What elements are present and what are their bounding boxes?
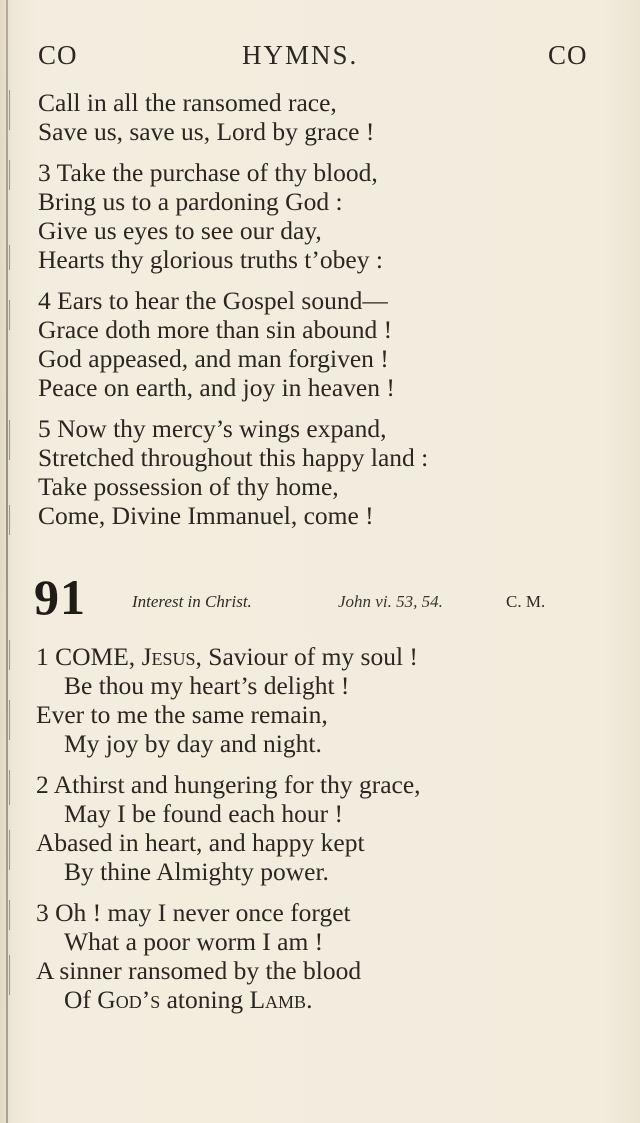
verse-line: 3 Take the purchase of thy blood,: [38, 158, 378, 187]
verse-line: A sinner ransomed by the blood: [36, 956, 362, 985]
verse-line: Stretched throughout this happy land :: [38, 443, 429, 472]
header-right-catchword: CO: [548, 40, 588, 70]
verse-line: 5 Now thy mercy’s wings expand,: [38, 414, 387, 443]
verse-number-text: 1 COME,: [36, 642, 142, 671]
verse-line: What a poor worm I am !: [64, 927, 324, 956]
verse-text: Of: [64, 985, 98, 1014]
verse-line: 2 Athirst and hungering for thy grace,: [36, 770, 421, 799]
verse-line: [36, 642, 418, 672]
name-lamb: Lamb: [249, 985, 307, 1014]
verse-line: Come, Divine Immanuel, come !: [38, 501, 374, 530]
hymn-heading: [0, 569, 640, 625]
page-header: [0, 40, 640, 76]
verse-line: Call in all the ransomed race,: [38, 88, 337, 117]
name-god: God’s: [97, 985, 161, 1014]
verse-line: Peace on earth, and joy in heaven !: [38, 373, 395, 402]
name-jesus: Jesus: [141, 642, 196, 671]
verse-line: Grace doth more than sin abound !: [38, 315, 393, 344]
hymn-title: Interest in Christ.: [132, 592, 252, 611]
verse-line: Abased in heart, and happy kept: [36, 828, 365, 857]
hymn-number: 91: [34, 569, 86, 625]
verse-text: , Saviour of my soul !: [195, 642, 418, 671]
header-left-catchword: CO: [38, 40, 78, 70]
verse-line: 3 Oh ! may I never once forget: [36, 898, 351, 927]
verse-line: Take possession of thy home,: [38, 472, 339, 501]
verse-line: Be thou my heart’s delight !: [64, 671, 350, 700]
verse-line: Bring us to a pardoning God :: [38, 187, 343, 216]
verse-line: [64, 985, 312, 1015]
verse-line: May I be found each hour !: [64, 799, 343, 828]
verse-line: God appeased, and man forgiven !: [38, 344, 389, 373]
verse-line: By thine Almighty power.: [64, 857, 329, 886]
spine-line: [6, 0, 8, 1123]
verse-line: Give us eyes to see our day,: [38, 216, 322, 245]
verse-line: Hearts thy glorious truths t’obey :: [38, 245, 383, 274]
margin-marks: [9, 0, 15, 1123]
verse-line: Ever to me the same remain,: [36, 700, 328, 729]
verse-line: My joy by day and night.: [64, 729, 322, 758]
hymn-meter: C. M.: [506, 592, 546, 611]
scripture-reference: John vi. 53, 54.: [338, 592, 443, 611]
verse-line: 4 Ears to hear the Gospel sound—: [38, 286, 388, 315]
verse-text: atoning: [160, 985, 250, 1014]
header-title: HYMNS.: [242, 40, 359, 70]
verse-text: .: [306, 985, 313, 1014]
verse-line: Save us, save us, Lord by grace !: [38, 117, 375, 146]
